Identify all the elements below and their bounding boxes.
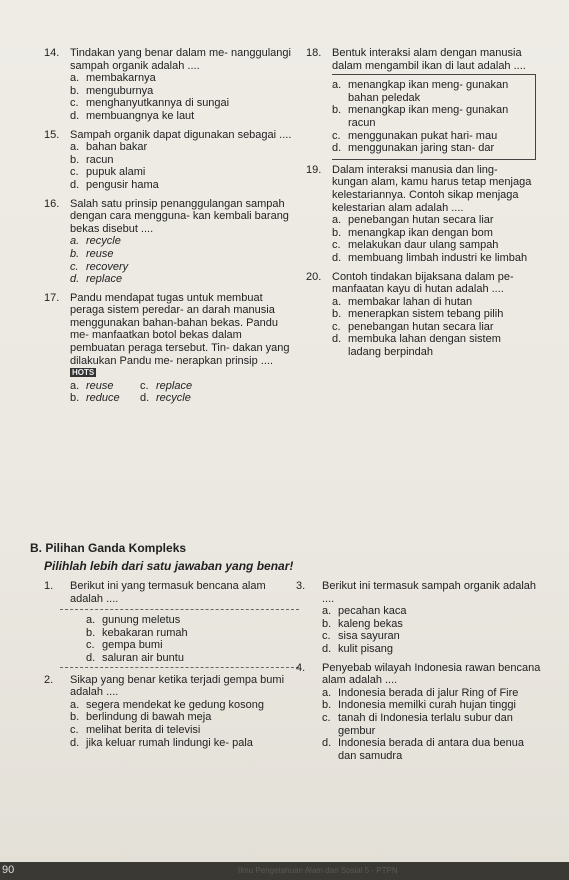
question-number: 19. [306,163,322,176]
option-text: reuse [86,247,114,260]
option [306,214,536,227]
option-text: menangkap ikan meng- gunakan bahan peledak [348,79,509,104]
option [44,235,296,248]
question-text: Bentuk interaksi alam dengan manusia dalam mengambil ikan di laut adalah .... [332,47,526,72]
question-text: Tindakan yang benar dalam me- nanggulangi sampah organik adalah .... [70,47,291,72]
options-box [60,609,299,667]
option-text: pengusir hama [86,178,159,191]
option-letter: d. [70,273,80,286]
option [306,333,536,358]
question-text: Berikut ini termasuk sampah organik adalah .... [322,580,537,605]
option-letter: a. [70,235,80,248]
option-letter: a. [322,605,332,618]
option [70,380,140,393]
option-letter: a. [70,72,80,85]
option-text: membakar lahan di hutan [348,295,473,308]
question-text: Contoh tindakan bijaksana dalam pe- manfaatan kayu di hutan adalah .... [332,270,514,296]
option-letter: a. [332,295,342,308]
option-text: menghanyutkannya di sungai [86,97,230,110]
question-15 [44,129,296,142]
option [296,605,541,618]
option-text: membakarnya [86,72,156,85]
option [44,141,296,154]
option [296,737,541,762]
option-text: Indonesia memilki curah hujan tinggi [338,699,516,712]
option [86,627,299,640]
option-text: membuangnya ke laut [86,109,195,122]
question-text: Sikap yang benar ketika terjadi gempa bumi adalah .... [70,673,285,699]
option-text: jika keluar rumah lindungi ke- pala [86,736,253,749]
option-letter: d. [332,142,342,155]
option-text: sisa sayuran [338,630,400,643]
option-letter: a. [322,686,332,699]
option-text: membuka lahan dengan sistem ladang berpindah [348,333,501,359]
option-text: saluran air buntu [102,651,184,664]
option-letter: d. [322,737,332,750]
option-letter: d. [70,109,80,122]
option [44,711,299,724]
option [306,296,536,309]
option [140,392,210,405]
option-text: Indonesia berada di jalur Ring of Fire [338,686,519,699]
question-number: 17. [44,291,60,304]
option [296,712,541,737]
option-text: reuse [86,379,114,392]
option-row [44,392,296,405]
option-letter: c. [70,723,79,736]
left-column [44,47,296,405]
option-letter: d. [86,651,96,664]
option-text: melihat berita di televisi [86,723,201,736]
option-letter: a. [70,698,80,711]
option [332,130,535,143]
option [44,261,296,274]
option-letter: c. [140,379,149,392]
question-19 [306,164,536,214]
option-text: kaleng bekas [338,617,403,630]
option-text: kulit pisang [338,642,394,655]
section-b-left-column [44,580,299,749]
option-letter: b. [322,699,332,712]
option [306,252,536,265]
option-letter: a. [332,214,342,227]
option-letter: b. [86,626,96,639]
option [332,142,535,155]
question-number: 15. [44,128,60,141]
question-text: Penyebab wilayah Indonesia rawan bencana alam adalah .... [322,661,541,687]
option-text: recovery [86,260,129,273]
option [44,699,299,712]
question-b3 [296,580,541,605]
option [70,392,140,405]
option-letter: a. [70,141,80,154]
section-b-title: B. Pilihan Ganda Kompleks [30,541,187,555]
question-number: 4. [296,661,306,674]
option-letter: c. [70,97,79,110]
option [306,308,536,321]
question-number: 2. [44,673,54,686]
option-text: menerapkan sistem tebang pilih [348,308,504,321]
question-18 [306,47,536,72]
right-column [306,47,536,359]
footer-text: Ilmu Pengetahuan Alam dan Sosial 5 - PTPN [238,866,398,875]
option [44,273,296,286]
option-letter: d. [332,251,342,264]
option-text: menggunakan jaring stan- dar [348,142,495,155]
option [44,724,299,737]
page-number: 90 [2,864,15,876]
question-number: 16. [44,197,60,210]
option-text: recycle [86,235,121,248]
question-text [70,292,296,380]
question-17 [44,292,296,380]
question-text: Berikut ini yang termasuk bencana alam adalah .... [70,580,266,605]
option-letter: b. [70,153,80,166]
option-letter: b. [322,617,332,630]
option-text: membuang limbah industri ke limbah [348,251,528,264]
option-letter: b. [70,392,80,405]
option-letter: a. [332,79,342,92]
option-text: tanah di Indonesia terlalu subur dan gembur [338,711,513,737]
option [44,72,296,85]
question-b2 [44,674,299,699]
question-b4 [296,662,541,687]
question-number: 18. [306,47,322,59]
option-text: replace [86,273,123,286]
option-letter: b. [332,226,342,239]
option-letter: a. [70,379,80,392]
option-text: menangkap ikan dengan bom [348,226,493,239]
option-text: penebangan hutan secara liar [348,214,494,227]
option-letter: c. [322,630,331,643]
option-text: Indonesia berada di antara dua benua dan samudra [338,737,524,762]
option [296,687,541,700]
option [306,227,536,240]
question-b1 [44,580,299,605]
option [44,179,296,192]
option-text: penebangan hutan secara liar [348,320,494,333]
option-text: bahan bakar [86,141,148,154]
option [44,110,296,123]
option-letter: a. [86,614,96,627]
option [44,166,296,179]
hots-badge: HOTS [72,368,95,378]
option-text: berlindung di bawah meja [86,711,212,724]
question-text: Sampah organik dapat digunakan sebagai .... [70,128,292,141]
option-letter: d. [332,333,342,346]
option-letter: b. [70,247,80,260]
option [86,614,299,627]
option [140,380,210,393]
option [86,639,299,652]
option-text: recycle [156,392,191,405]
question-text-body: Pandu mendapat tugas untuk membuat peraga sistem peredar- an darah manusia menggunakan bahan-bahan bekas. Pandu me- manfaatkan botol bekas dalam pembuatan peraga tersebut. Tin- dakan yang dilakukan Pandu me- nerapkan prinsip .... [70,291,290,367]
option-text: segera mendekat ke gedung kosong [86,698,264,711]
option-letter: c. [332,239,341,252]
option [296,643,541,656]
option-letter: c. [332,320,341,333]
question-number: 14. [44,47,60,59]
option-letter: c. [332,129,341,142]
question-number: 1. [44,580,54,592]
option-text: gunung meletus [102,614,181,627]
option [44,85,296,98]
option [44,737,299,750]
option [296,630,541,643]
option-letter: b. [332,308,342,321]
option-letter: c. [70,166,79,179]
option-text: menangkap ikan meng- gunakan racun [348,104,509,129]
option [44,97,296,110]
option-letter: d. [322,642,332,655]
option-text: pecahan kaca [338,605,407,618]
option-text: pupuk alami [86,166,146,179]
option-letter: b. [70,711,80,724]
question-number: 3. [296,580,306,592]
option-letter: c. [322,711,331,724]
option [44,248,296,261]
option-letter: d. [70,736,80,749]
option [296,618,541,631]
option [332,104,535,129]
section-b-instruction: Pilihlah lebih dari satu jawaban yang benar! [44,559,294,573]
question-20 [306,271,536,296]
option-text: racun [86,153,114,166]
option-letter: d. [70,178,80,191]
option-letter: b. [70,84,80,97]
question-16 [44,198,296,236]
option-text: replace [156,379,193,392]
option-text: menggunakan pukat hari- mau [348,129,498,142]
option-letter: c. [70,260,79,273]
question-text: Dalam interaksi manusia dan ling- kungan alam, kamu harus tetap menjaga kelestariannya. Contoh sikap menjaga kelestarian alam adalah .... [332,163,532,214]
option-letter: c. [86,639,95,652]
option [306,321,536,334]
option [332,79,535,104]
option-letter: b. [332,104,342,117]
option-text: reduce [86,392,120,405]
question-text: Salah satu prinsip penanggulangan sampah dengan cara mengguna- kan kembali barang bekas disebut .... [70,197,289,235]
section-b-right-column [296,580,541,762]
option [44,154,296,167]
option-text: kebakaran rumah [102,626,188,639]
option [306,239,536,252]
option [296,699,541,712]
option-text: melakukan daur ulang sampah [348,239,499,252]
option-letter: d. [140,392,150,405]
options-box [332,74,536,160]
option-text: menguburnya [86,84,154,97]
option [86,652,299,665]
question-14 [44,47,296,72]
option-row [44,380,296,393]
question-number: 20. [306,270,322,283]
page-footer [0,862,569,880]
option-text: gempa bumi [102,639,163,652]
